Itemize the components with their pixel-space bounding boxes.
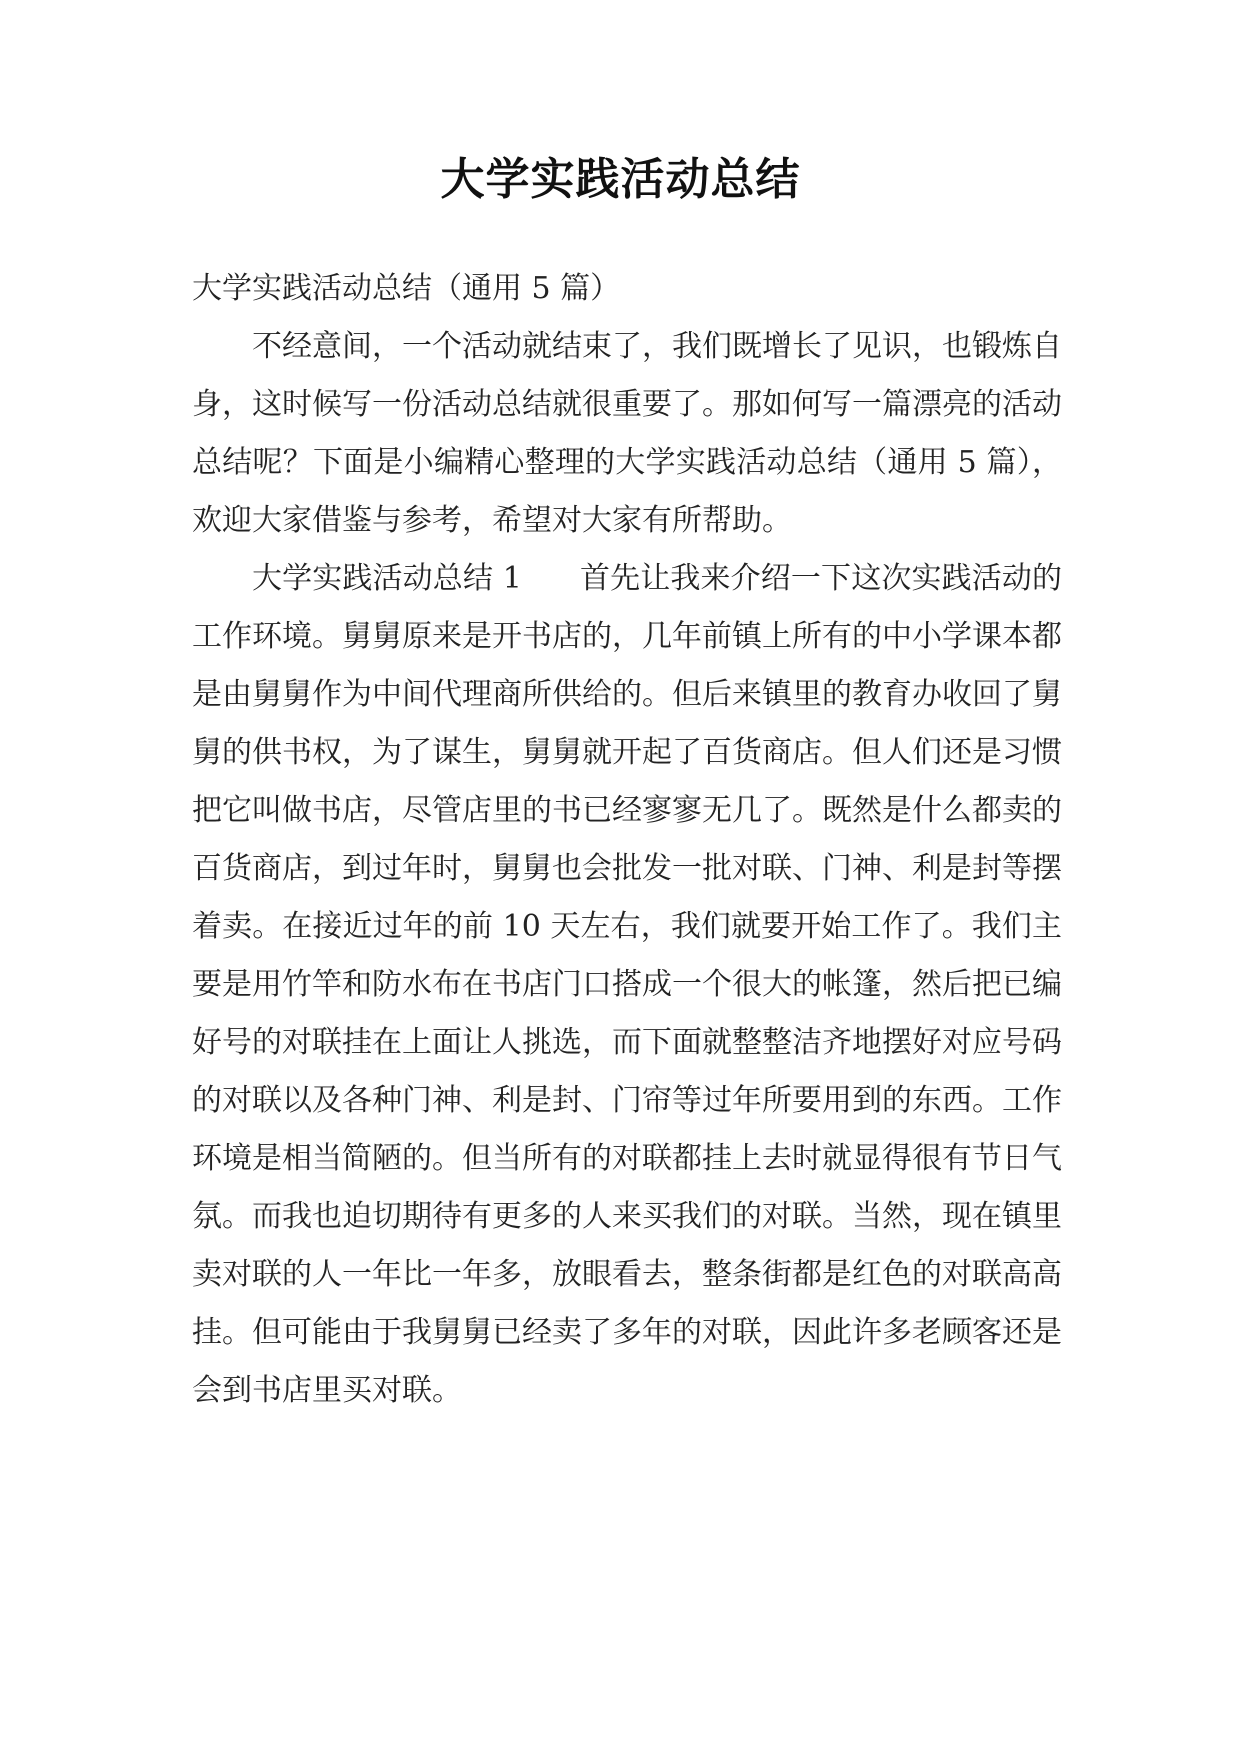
section-1-paragraph: [192, 550, 1062, 1420]
section-1-heading: 大学实践活动总结 1: [252, 561, 522, 596]
document-body: [192, 260, 1062, 1420]
intro-paragraph: 不经意间，一个活动就结束了，我们既增长了见识，也锻炼自身，这时候写一份活动总结就很重要了。那如何写一篇漂亮的活动总结呢？下面是小编精心整理的大学实践活动总结（通用 5 篇），欢迎大家借鉴与参考，希望对大家有所帮助。: [192, 329, 1062, 538]
document-subtitle: 大学实践活动总结（通用 5 篇）: [192, 271, 621, 306]
document-title: 大学实践活动总结: [440, 154, 801, 205]
section-1-body: 首先让我来介绍一下这次实践活动的工作环境。舅舅原来是开书店的，几年前镇上所有的中小学课本都是由舅舅作为中间代理商所供给的。但后来镇里的教育办收回了舅舅的供书权，为了谋生，舅舅就开起了百货商店。但人们还是习惯把它叫做书店，尽管店里的书已经寥寥无几了。既然是什么都卖的百货商店，到过年时，舅舅也会批发一批对联、门神、利是封等摆着卖。在接近过年的前 10 天左右，我们就要开始工作了。我们主要是用竹竿和防水布在书店门口搭成一个很大的帐篷，然后把已编好号的对联挂在上面让人挑选，而下面就整整洁齐地摆好对应号码的对联以及各种门神、利是封、门帘等过年所要用到的东西。工作环境是相当简陋的。但当所有的对联都挂上去时就显得很有节日气氛。而我也迫切期待有更多的人来买我们的对联。当然，现在镇里卖对联的人一年比一年多，放眼看去，整条街都是红色的对联高高挂。但可能由于我舅舅已经卖了多年的对联，因此许多老顾客还是会到书店里买对联。: [192, 561, 1063, 1408]
